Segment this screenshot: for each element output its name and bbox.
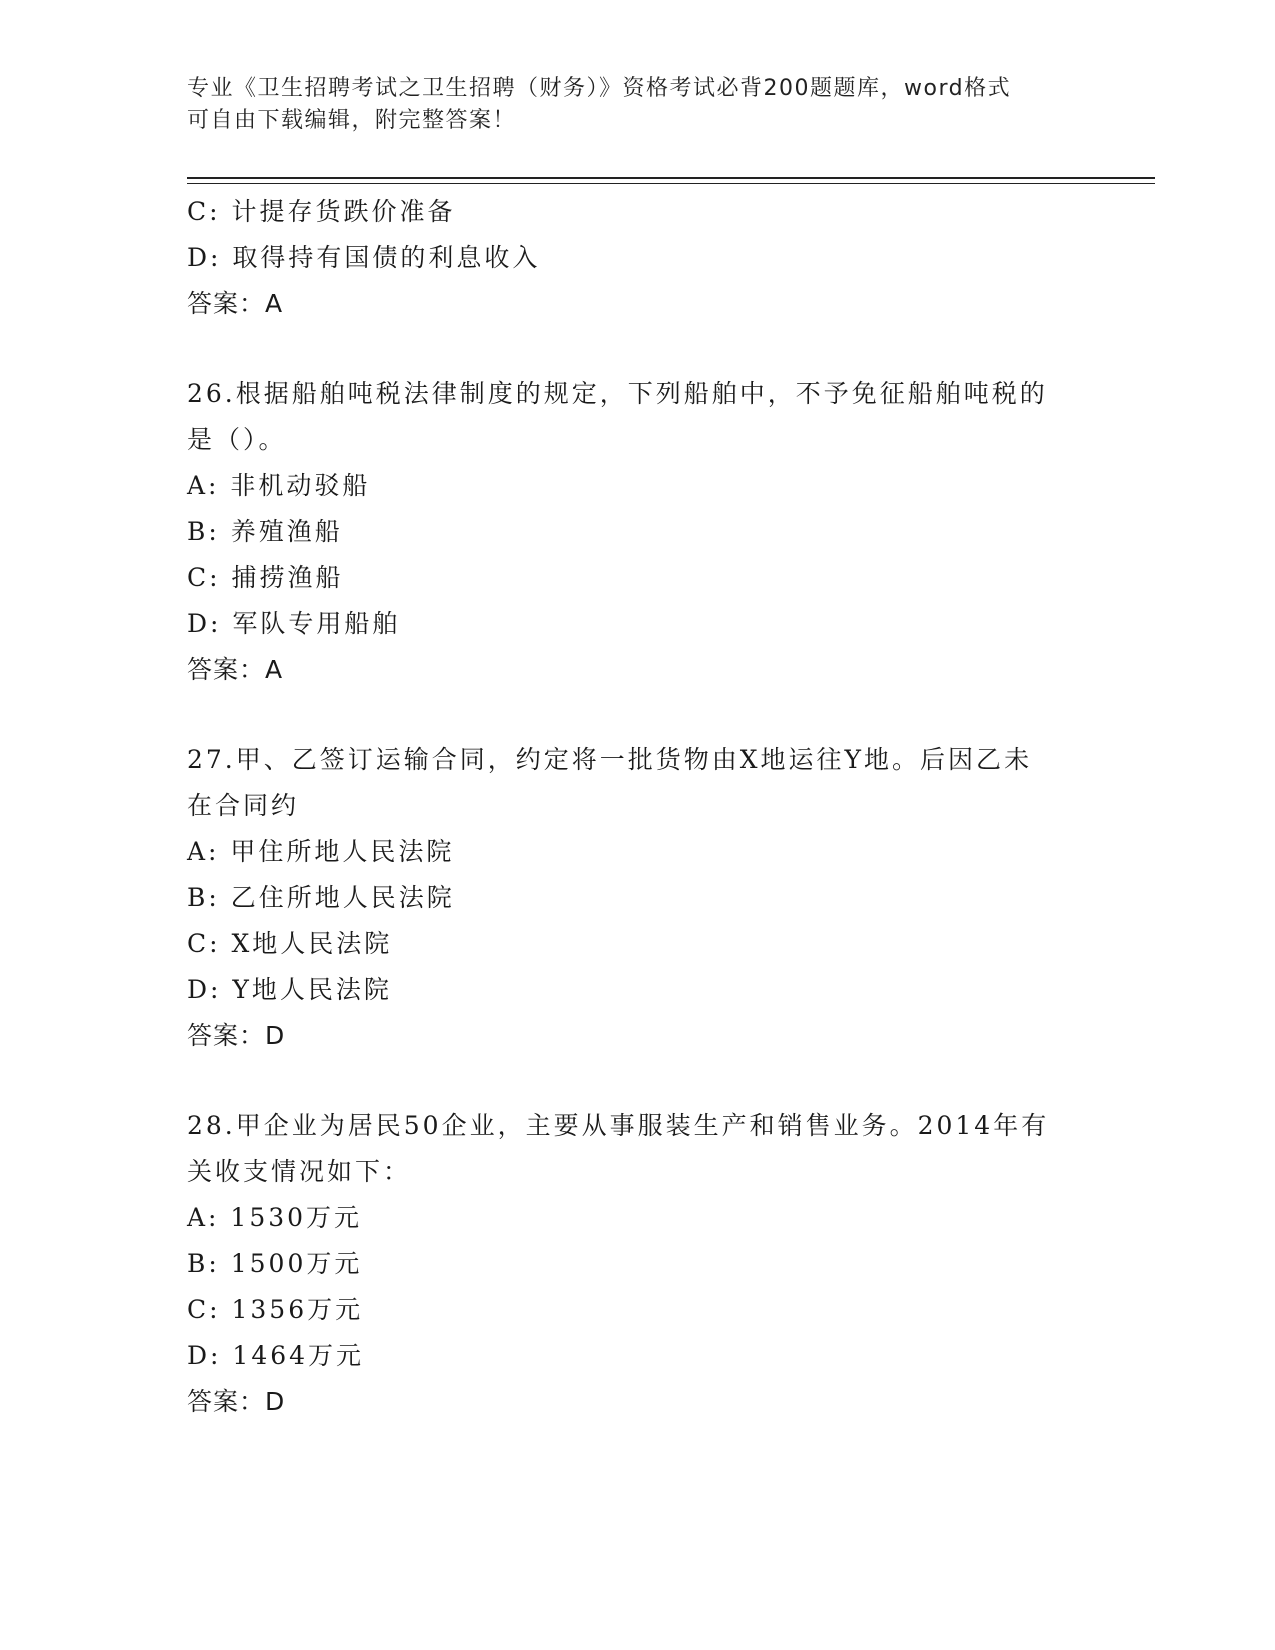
question-stem: 28.甲企业为居民50企业，主要从事服装生产和销售业务。2014年有 [187,1111,1050,1140]
option-d: D: 取得持有国债的利息收入 [187,243,541,272]
option-d: D: 军队专用船舶 [187,609,401,638]
spacer [187,693,1087,737]
option-c: C: 计提存货跌价准备 [187,197,456,226]
answer-line: 答案：D [187,1387,286,1416]
question-25-continued [187,189,1087,327]
option-c: C: 1356万元 [187,1295,364,1324]
option-a: A: 非机动驳船 [187,471,371,500]
option-b: B: 乙住所地人民法院 [187,883,455,912]
header-divider-thick [187,177,1155,179]
option-a: A: 甲住所地人民法院 [187,837,455,866]
option-a: A: 1530万元 [187,1203,363,1232]
header-line-2: 可自由下载编辑，附完整答案！ [187,108,517,133]
option-d: D: 1464万元 [187,1341,365,1370]
question-stem: 27.甲、乙签订运输合同，约定将一批货物由X地运往Y地。后因乙未 [187,745,1033,774]
answer-line: 答案：A [187,655,284,684]
answer-line: 答案：D [187,1021,286,1050]
document-header [187,73,1067,137]
document-body [187,189,1087,1425]
option-c: C: X地人民法院 [187,929,393,958]
header-divider-thin [187,183,1155,184]
header-line-1: 专业《卫生招聘考试之卫生招聘（财务）》资格考试必背200题题库，word格式 [187,76,1012,101]
option-b: B: 1500万元 [187,1249,363,1278]
option-c: C: 捕捞渔船 [187,563,344,592]
question-27 [187,737,1087,1059]
question-stem-cont: 在合同约 [187,791,300,820]
answer-line: 答案：A [187,289,284,318]
question-stem: 26.根据船舶吨税法律制度的规定，下列船舶中，不予免征船舶吨税的 [187,379,1048,408]
question-28 [187,1103,1087,1425]
question-stem-cont: 是（）。 [187,425,287,454]
spacer [187,327,1087,371]
question-stem-cont: 关收支情况如下： [187,1157,412,1186]
question-26 [187,371,1087,693]
option-d: D: Y地人民法院 [187,975,392,1004]
option-b: B: 养殖渔船 [187,517,343,546]
spacer [187,1059,1087,1103]
